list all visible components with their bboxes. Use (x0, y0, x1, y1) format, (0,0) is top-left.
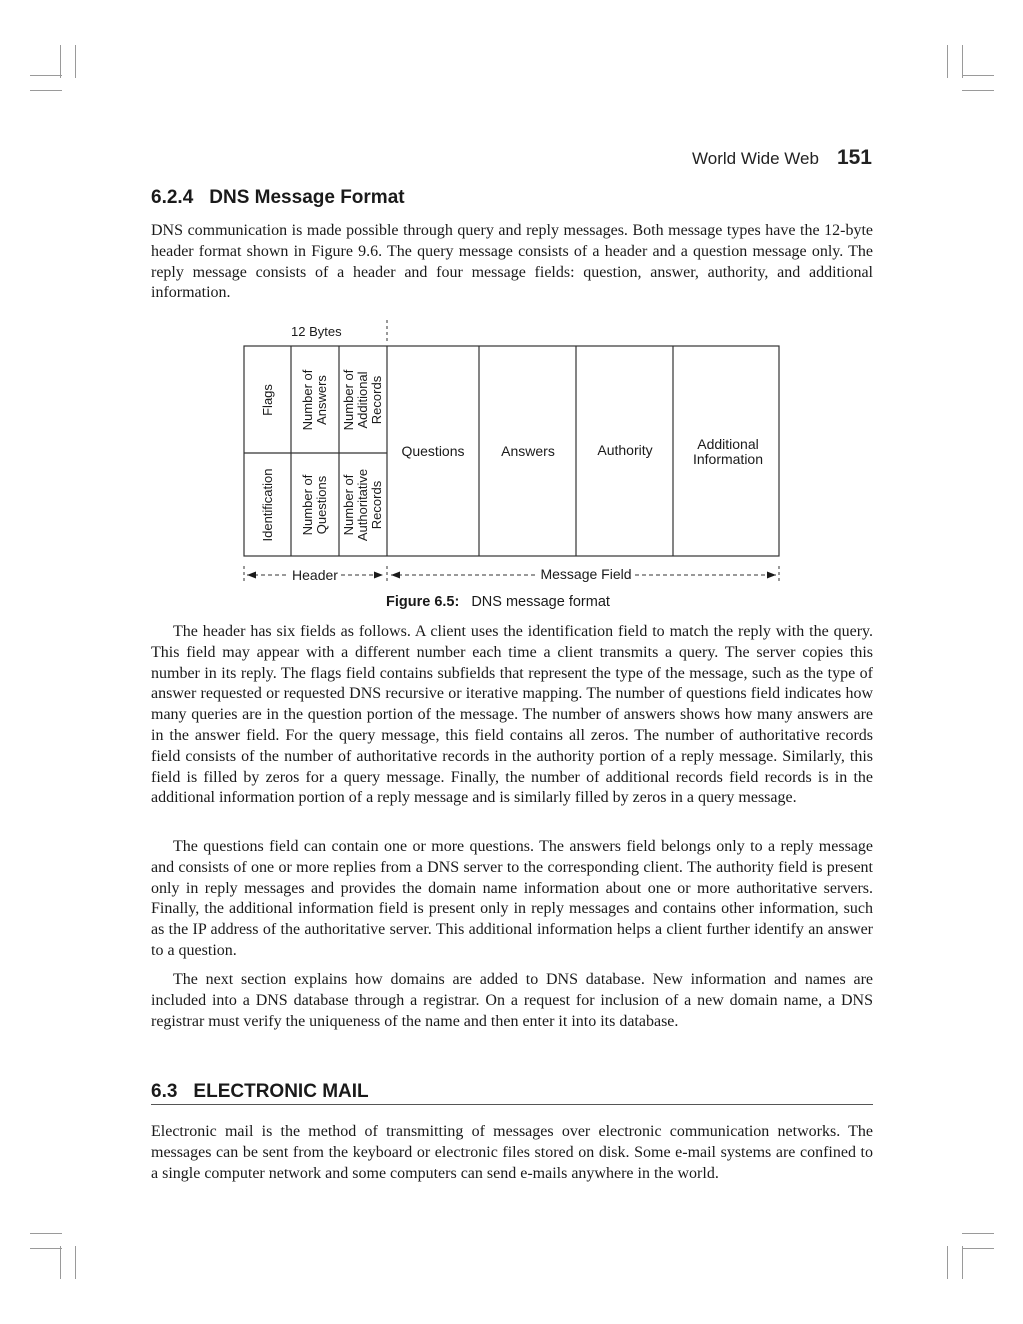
running-head (692, 146, 872, 170)
section-number: 6.2.4 (151, 187, 194, 208)
paragraph-intro: DNS communication is made possible through query and reply messages. Both message types have the 12-byte header format shown in Figure 9.6. The query message consists of a header and a question message only. The reply message consists of a header and four message fields: question, answer, authority, and additional information. (151, 222, 873, 302)
page-number: 151 (836, 146, 872, 169)
crop-mark (962, 1233, 994, 1234)
additional-information-field (693, 436, 763, 467)
crop-mark (30, 90, 62, 91)
section-rule (151, 1104, 873, 1105)
svg-text:Questions: Questions (314, 475, 329, 535)
crop-mark (75, 45, 76, 78)
crop-mark (30, 1248, 62, 1249)
paragraph-message-fields: The questions field can contain one or more questions. The answers field belongs only to a reply message and consists of one or more replies from a DNS server to the corresponding client. The authority field is present only in reply messages and provides the domain name information about one or more authoritative servers. Finally, the additional information field is present only in reply messages and contains other information, such as the IP address of the authoritative server. This additional information helps a client further identify an answer to a question. (151, 838, 873, 959)
figure-caption (386, 594, 610, 610)
crop-mark (962, 90, 994, 91)
crop-mark (962, 1246, 963, 1279)
section-title: DNS Message Format (209, 187, 405, 208)
answers-field: Answers (501, 443, 555, 459)
paragraph-registrar: The next section explains how domains are added to DNS database. New information and names are included into a DNS database through a registrar. On a request for inclusion of a new domain name, a DNS registrar must verify the uniqueness of the name and then enter it into its database. (151, 971, 873, 1030)
crop-mark (962, 75, 994, 76)
svg-text:Information: Information (692, 451, 764, 467)
svg-text:Authoritative: Authoritative (355, 468, 370, 542)
questions-field: Questions (401, 443, 465, 459)
twelve-bytes-label: 12 Bytes (291, 324, 342, 339)
svg-text:Answers: Answers (314, 375, 329, 425)
number-of-questions-field (300, 474, 329, 535)
crop-mark (962, 1248, 994, 1249)
section-number: 6.3 (151, 1081, 178, 1102)
svg-text:Number of: Number of (300, 369, 315, 431)
svg-text:Additional: Additional (697, 436, 759, 452)
svg-text:Number of: Number of (300, 474, 315, 536)
crop-mark (947, 45, 948, 78)
dns-message-format-figure (243, 318, 783, 590)
svg-text:Records: Records (369, 375, 384, 425)
header-span-arrow (247, 567, 383, 583)
svg-text:Records: Records (369, 480, 384, 530)
crop-mark (30, 75, 62, 76)
crop-mark (30, 1233, 62, 1234)
authority-field: Authority (597, 442, 653, 458)
crop-mark (947, 1246, 948, 1279)
message-field-span-arrow (391, 566, 776, 582)
svg-text:Additional: Additional (355, 371, 370, 429)
running-head-title: World Wide Web (692, 149, 819, 168)
message-field-label: Message Field (540, 566, 632, 582)
identification-field: Identification (260, 468, 275, 542)
number-of-answers-field (300, 369, 329, 430)
svg-text:Number of: Number of (341, 474, 356, 536)
section-heading-6-2-4 (151, 187, 405, 209)
section-heading-6-3 (151, 1081, 369, 1103)
flags-field: Flags (260, 384, 275, 416)
number-of-additional-records-field (341, 369, 384, 430)
svg-text:Number of: Number of (341, 369, 356, 431)
section-title: ELECTRONIC MAIL (193, 1081, 369, 1102)
crop-mark (60, 45, 61, 78)
header-label: Header (292, 567, 338, 583)
number-of-authoritative-records-field (341, 469, 384, 541)
figure-caption-text: DNS message format (471, 594, 610, 610)
figure-caption-label: Figure 6.5: (386, 594, 460, 610)
paragraph-header-fields: The header has six fields as follows. A client uses the identification field to match the reply with the query. This field may appear with a different number each time a client transmits a query. The server copies this number in its reply. The flags field contains subfields that represent the type of the message, such as the type of answer requested or requested DNS recursive or iterative mapping. The number of questions field indicates how many queries are in the question portion of the message. The number of answers shows how many answers are in the answer field. For the query message, this field contains all zeros. The number of authoritative records field consists of the number of authoritative records in the authority portion of a reply message. Similarly, this field is filled by zeros for a query message. Finally, the number of additional records field records is in the additional information portion of a reply message and is similarly filled by zeros in a query message. (151, 623, 873, 807)
crop-mark (962, 45, 963, 78)
crop-mark (60, 1246, 61, 1279)
paragraph-email-intro: Electronic mail is the method of transmitting of messages over electronic communication networks. The messages can be sent from the keyboard or electronic files stored on disk. Some e-mail systems are confined to a single computer network and some computers can send e-mails anywhere in the world. (151, 1123, 873, 1182)
crop-mark (75, 1246, 76, 1279)
